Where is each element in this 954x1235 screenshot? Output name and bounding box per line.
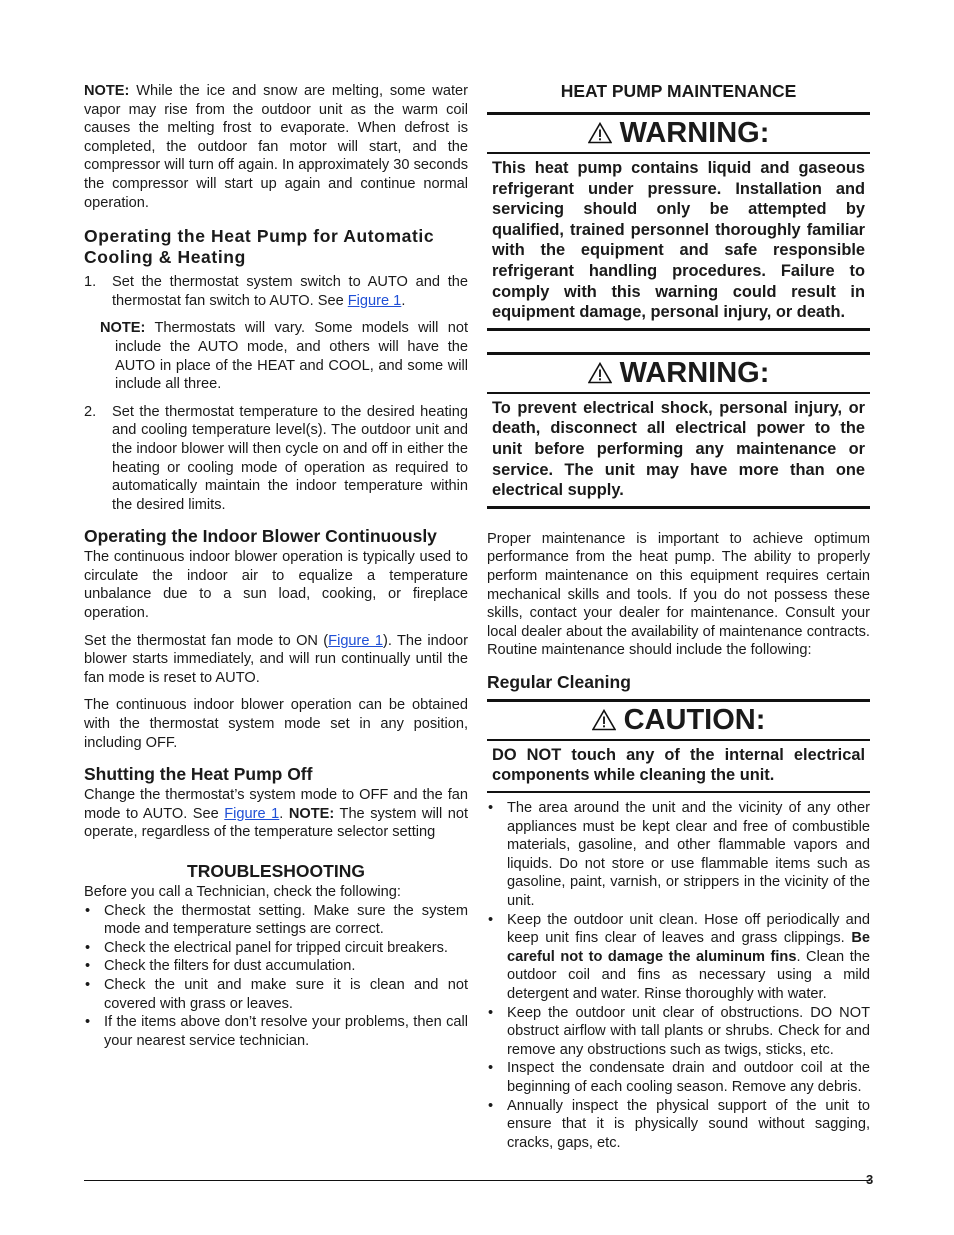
bullet: •	[488, 1060, 494, 1077]
warning-title-text: WARNING:	[619, 117, 770, 149]
note-text: While the ice and snow are melting, some water vapor may rise from the outdoor unit as the warm coil causes the melting frost to evaporate. When defrost is completed, the outdoor fan motor will start, and the compressor will turn off again. In approximately 30 seconds the compressor will start up again and continue normal operation.	[84, 83, 468, 211]
list-item	[84, 902, 468, 939]
troubleshooting-heading: TROUBLESHOOTING	[187, 861, 365, 881]
text: The system will not operate, regardless of the temperature selector setting	[84, 805, 469, 841]
blower-paragraph-1: The continuous indoor blower operation is typically used to circulate the indoor air to equalize a temperature unbalance due to a sun load, cooking, or fireplace operation.	[84, 549, 468, 622]
auto-mode-steps-cont	[84, 403, 468, 515]
item-text: Check the filters for dust accumulation.	[104, 958, 356, 975]
list-item	[84, 939, 468, 958]
warning-triangle-icon	[588, 362, 612, 384]
blower-heading: Operating the Indoor Blower Continuously	[84, 526, 437, 547]
list-item	[487, 799, 870, 911]
troubleshooting-intro: Before you call a Technician, check the following:	[84, 884, 401, 900]
bullet: •	[488, 1097, 494, 1114]
warning-title	[487, 352, 870, 394]
text: Set the thermostat fan mode to ON (	[84, 632, 329, 649]
auto-mode-heading: Operating the Heat Pump for Automatic Cooling & Heating	[84, 226, 435, 268]
list-item	[84, 976, 468, 1013]
warning-triangle-icon	[588, 122, 612, 144]
figure-1-link[interactable]: Figure 1	[347, 292, 402, 309]
maintenance-paragraph: Proper maintenance is important to achieve optimum performance from the heat pump. The ability to properly perform maintenance on this equipment requires certain mechanical skills and tools. If you do not possess these skills, contact your dealer for maintenance. Consult your local dealer about the availability of maintenance contracts. Routine maintenance should include the following:	[487, 530, 870, 659]
bullet: •	[85, 939, 91, 956]
note-label: NOTE:	[288, 805, 335, 822]
caution-title-text: CAUTION:	[623, 703, 766, 736]
text: ). The indoor blower starts immediately, and will run continually until the fan mode is reset to AUTO.	[84, 632, 468, 686]
defrost-note	[84, 82, 468, 212]
text: Change the thermostat’s system mode to OFF and the fan mode to AUTO. See	[84, 787, 468, 822]
warning-refrigerant	[487, 112, 870, 331]
list-item	[487, 1059, 870, 1096]
blower-paragraph-2	[84, 632, 468, 688]
item-emphasis: Be careful not to damage the aluminum fins	[507, 930, 870, 965]
regular-cleaning-heading: Regular Cleaning	[487, 671, 631, 692]
step-2	[84, 403, 468, 515]
step-text: Set the thermostat temperature to the desired heating and cooling temperature level(s). The outdoor unit and the indoor blower will then cycle on and off in either the heating or cooling mode of operation as required to automatically maintain the indoor temperature within the desired limits.	[112, 403, 468, 513]
step-number: 2.	[84, 403, 97, 420]
troubleshooting-list	[84, 902, 468, 1051]
item-text: Check the thermostat setting. Make sure the system mode and temperature settings are correct.	[104, 902, 468, 938]
left-column	[84, 82, 468, 1050]
bullet: •	[85, 1014, 91, 1031]
note-label: NOTE:	[100, 320, 146, 337]
list-item	[84, 1013, 468, 1050]
warning-title	[487, 112, 870, 154]
auto-mode-steps	[84, 273, 468, 310]
item-text: The area around the unit and the vicinity of any other appliances must be kept clear and free of combustible materials, gasoline, and other flammable vapors and liquids. Do not store or use flammable items such as gasoline, paint, varnish, or strippers in the vicinity of the unit.	[507, 800, 870, 910]
shutoff-paragraph	[84, 786, 468, 842]
caution-title	[487, 699, 870, 741]
caution-body: DO NOT touch any of the internal electrical components while cleaning the unit.	[487, 741, 870, 793]
figure-1-link[interactable]: Figure 1	[328, 632, 383, 649]
bullet: •	[85, 958, 91, 975]
bullet: •	[488, 911, 494, 928]
caution-box	[487, 699, 870, 793]
item-text: Keep the outdoor unit clean. Hose off periodically and keep unit fins clear of leaves and grass clippings.	[507, 911, 870, 947]
item-text: Keep the outdoor unit clear of obstructions. DO NOT obstruct airflow with tall plants or shrubs. Check for and remove any obstructions such as twigs, sticks, etc.	[507, 1004, 870, 1058]
step-text-end: .	[401, 292, 406, 309]
right-column	[487, 80, 870, 1152]
item-text: If the items above don’t resolve your problems, then call your nearest service technician.	[104, 1014, 468, 1049]
text: .	[279, 805, 289, 822]
shutoff-heading: Shutting the Heat Pump Off	[84, 764, 313, 785]
item-text: Check the unit and make sure it is clean and not covered with grass or leaves.	[104, 976, 468, 1012]
bullet: •	[85, 976, 91, 993]
step-1	[84, 273, 468, 310]
warning-body: This heat pump contains liquid and gaseous refrigerant under pressure. Installation and servicing should only be attempted by qualified, trained personnel thoroughly familiar with the equipment and safe responsible refrigerant handling procedures. Failure to comply with this warning could result in equipment damage, personal injury, or death.	[487, 154, 870, 331]
maintenance-heading: HEAT PUMP MAINTENANCE	[560, 81, 797, 101]
bullet: •	[488, 800, 494, 817]
warning-title-text: WARNING:	[619, 356, 770, 389]
warning-body: To prevent electrical shock, personal injury, or death, disconnect all electrical power to the unit before performing any maintenance or service. The unit may have more than one electrical supply.	[487, 394, 870, 509]
warning-electrical	[487, 352, 870, 509]
item-text: Annually inspect the physical support of the unit to ensure that it is physically sound without sagging, cracks, gaps, etc.	[507, 1097, 870, 1151]
step-text: Set the thermostat system switch to AUTO and the thermostat fan switch to AUTO. See	[112, 274, 468, 309]
list-item	[84, 957, 468, 976]
cleaning-list	[487, 799, 870, 1152]
caution-triangle-icon	[592, 709, 616, 731]
item-text: Check the electrical panel for tripped circuit breakers.	[104, 939, 448, 956]
blower-paragraph-3: The continuous indoor blower operation can be obtained with the thermostat system mode set in any position, including OFF.	[84, 697, 468, 751]
list-item	[487, 911, 870, 1004]
list-item	[487, 1004, 870, 1060]
footer-rule	[84, 1180, 870, 1181]
item-text: Inspect the condensate drain and outdoor coil at the beginning of each cooling season. Remove any debris.	[507, 1060, 870, 1095]
bullet: •	[488, 1004, 494, 1021]
list-item	[487, 1097, 870, 1153]
note-label: NOTE:	[84, 83, 130, 99]
note-text: Thermostats will vary. Some models will not include the AUTO mode, and others will have the AUTO in place of the HEAT and COOL, and some will include all three.	[115, 320, 468, 393]
item-text: . Clean the outdoor coil and fins as necessary using a mild detergent and water. Rinse thoroughly with water.	[507, 948, 870, 1002]
figure-1-link[interactable]: Figure 1	[224, 805, 280, 822]
bullet: •	[85, 902, 91, 919]
step-number: 1.	[84, 274, 97, 291]
thermostat-note	[84, 319, 468, 393]
page-number: 3	[866, 1172, 874, 1187]
